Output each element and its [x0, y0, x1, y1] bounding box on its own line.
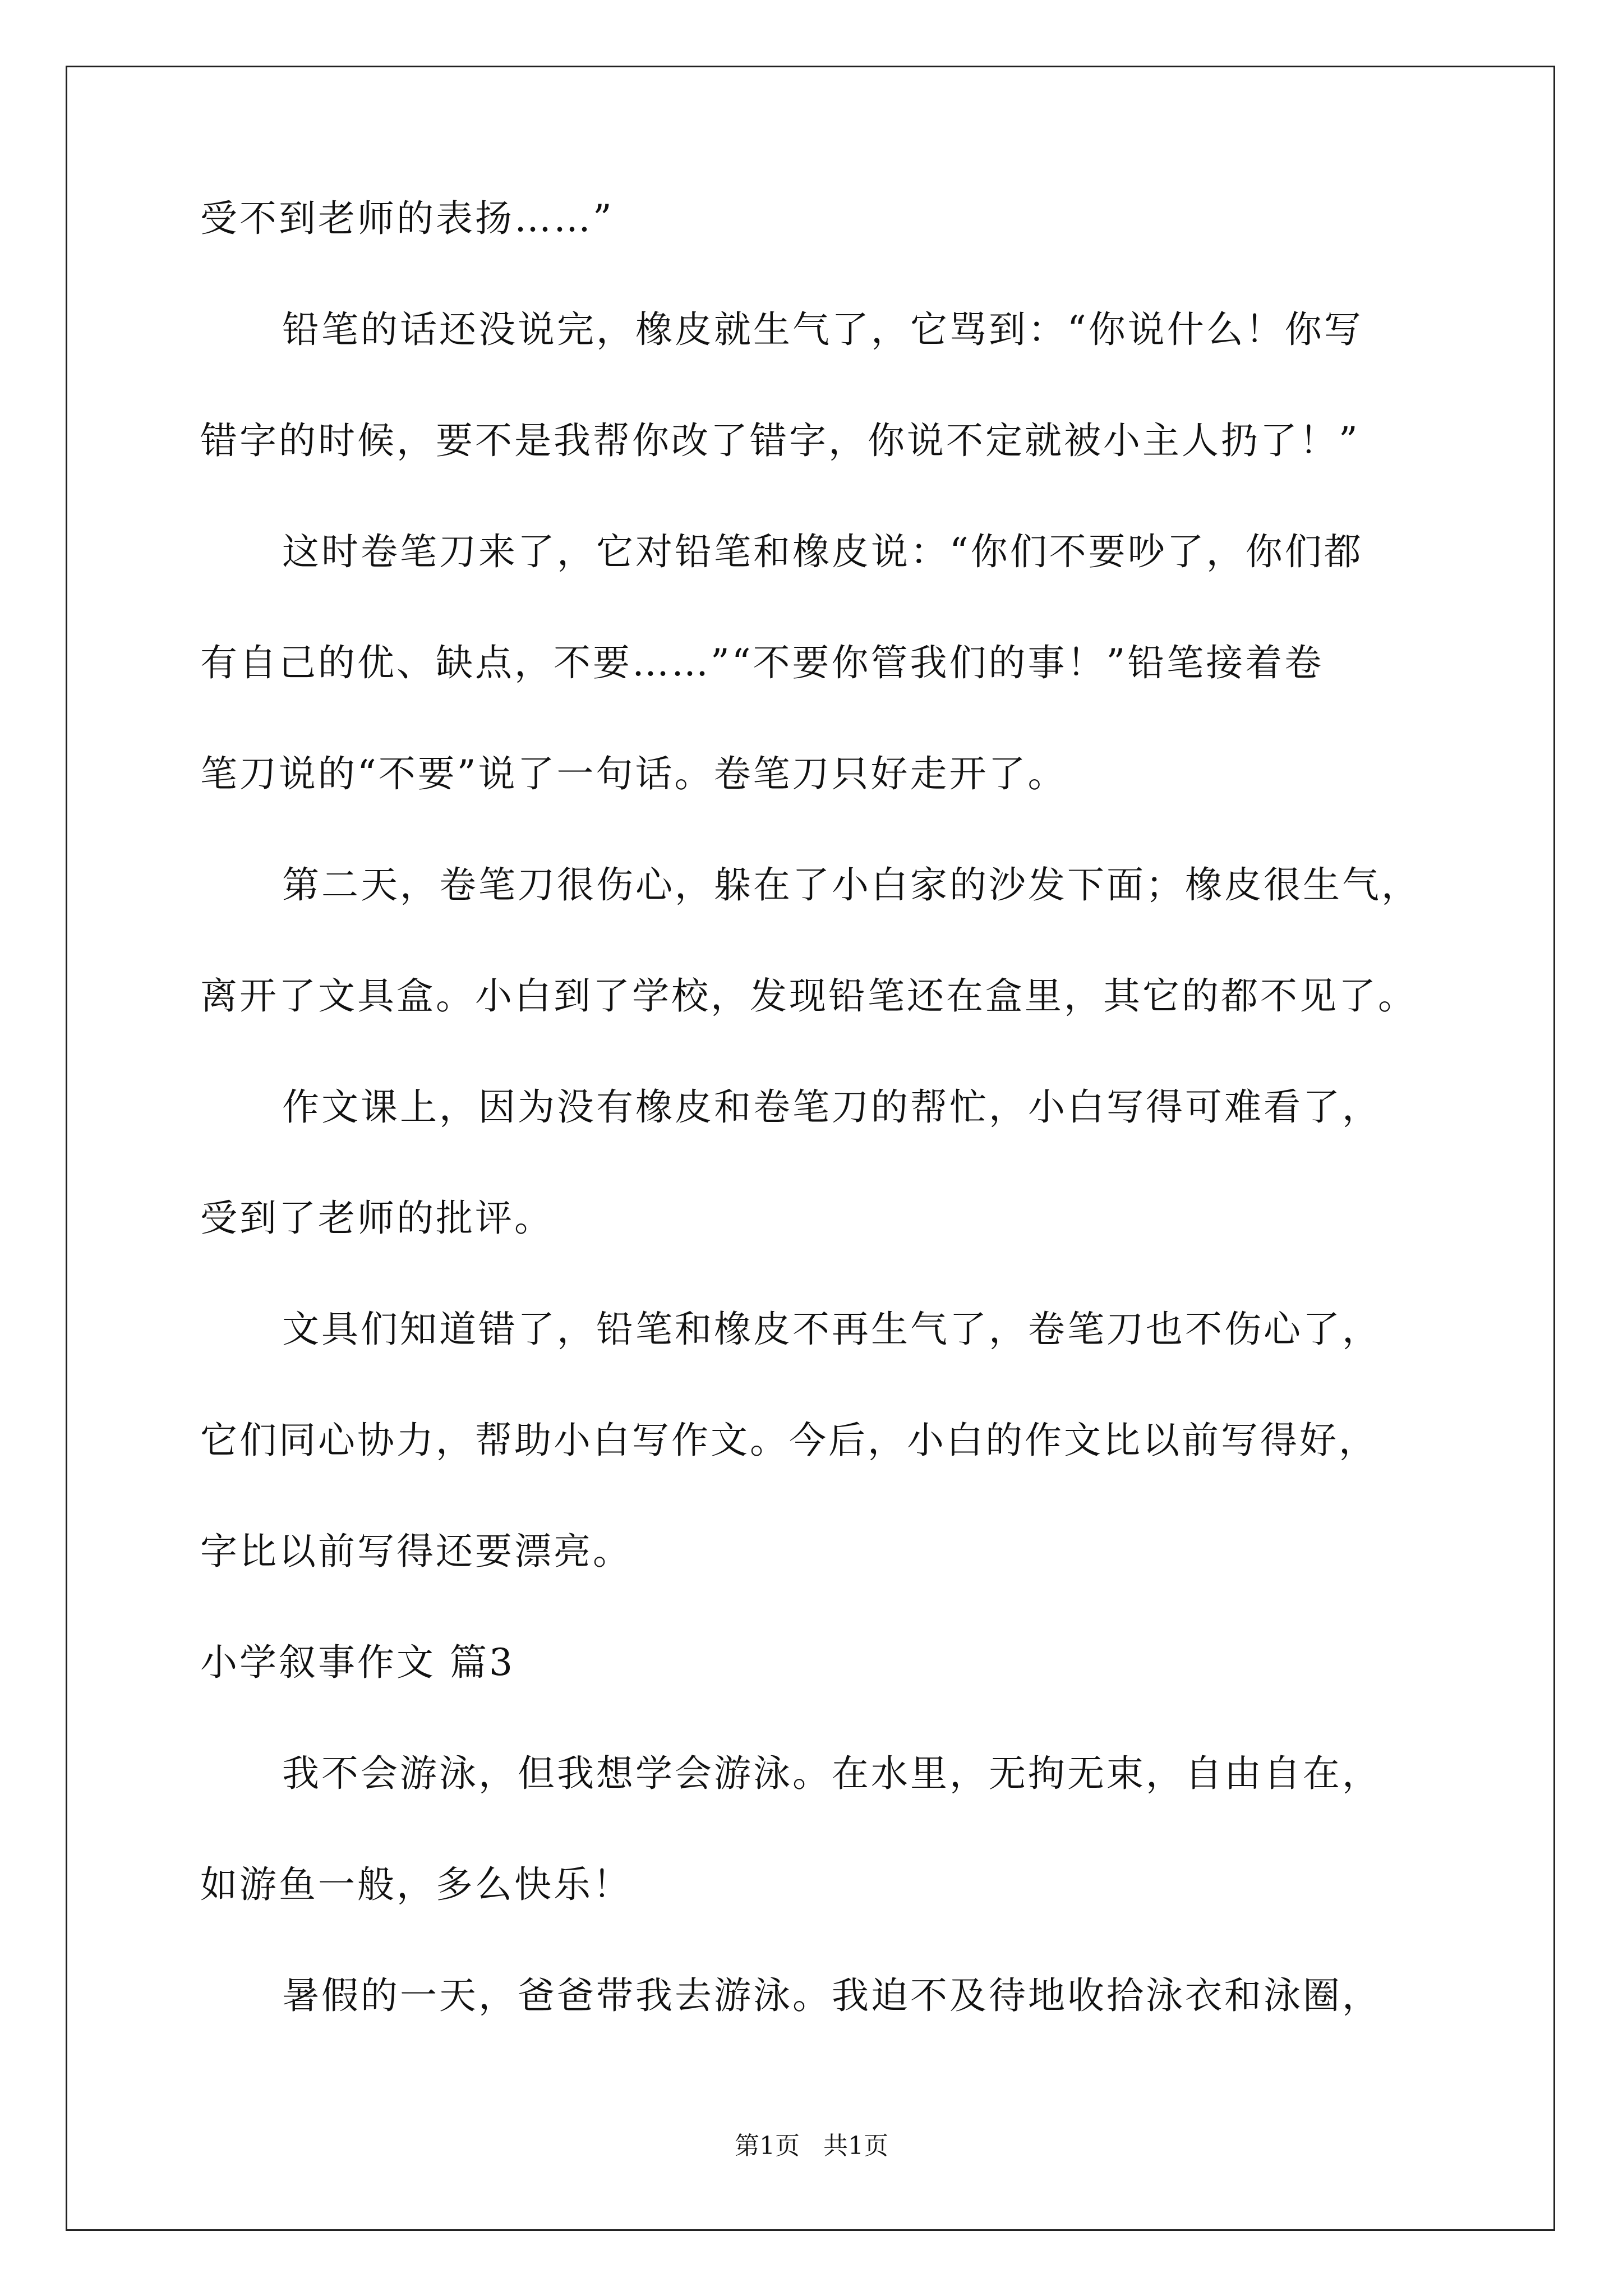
text-line: 错字的时候，要不是我帮你改了错字，你说不定就被小主人扔了！” — [200, 419, 1360, 462]
paragraph-line: 文具们知道错了，铅笔和橡皮不再生气了，卷笔刀也不伤心了， — [282, 1308, 1381, 1351]
paragraph-line: 作文课上，因为没有橡皮和卷笔刀的帮忙，小白写得可难看了， — [282, 1085, 1381, 1129]
text-line: 离开了文具盒。小白到了学校，发现铅笔还在盒里，其它的都不见了。 — [200, 974, 1417, 1018]
section-heading: 小学叙事作文 篇3 — [200, 1641, 515, 1684]
paragraph-line: 这时卷笔刀来了，它对铅笔和橡皮说：“你们不要吵了，你们都 — [282, 530, 1363, 573]
text-line: 受不到老师的表扬……” — [200, 197, 614, 240]
paragraph-line: 暑假的一天，爸爸带我去游泳。我迫不及待地收拾泳衣和泳圈， — [282, 1974, 1381, 2017]
text-line: 笔刀说的“不要”说了一句话。卷笔刀只好走开了。 — [200, 752, 1067, 795]
paragraph-line: 我不会游泳，但我想学会游泳。在水里，无拘无束，自由自在， — [282, 1752, 1381, 1795]
paragraph-line: 铅笔的话还没说完，橡皮就生气了，它骂到：“你说什么！你写 — [282, 308, 1363, 351]
text-line: 字比以前写得还要漂亮。 — [200, 1530, 632, 1573]
text-line: 有自己的优、缺点，不要……”“不要你管我们的事！”铅笔接着卷 — [200, 641, 1324, 684]
text-line: 如游鱼一般，多么快乐！ — [200, 1863, 632, 1906]
page-number-footer: 第1页 共1页 — [735, 2132, 888, 2160]
paragraph-line: 第二天，卷笔刀很伤心，躲在了小白家的沙发下面；橡皮很生气， — [282, 863, 1421, 907]
text-line: 受到了老师的批评。 — [200, 1197, 554, 1240]
text-line: 它们同心协力，帮助小白写作文。今后，小白的作文比以前写得好， — [200, 1419, 1378, 1462]
